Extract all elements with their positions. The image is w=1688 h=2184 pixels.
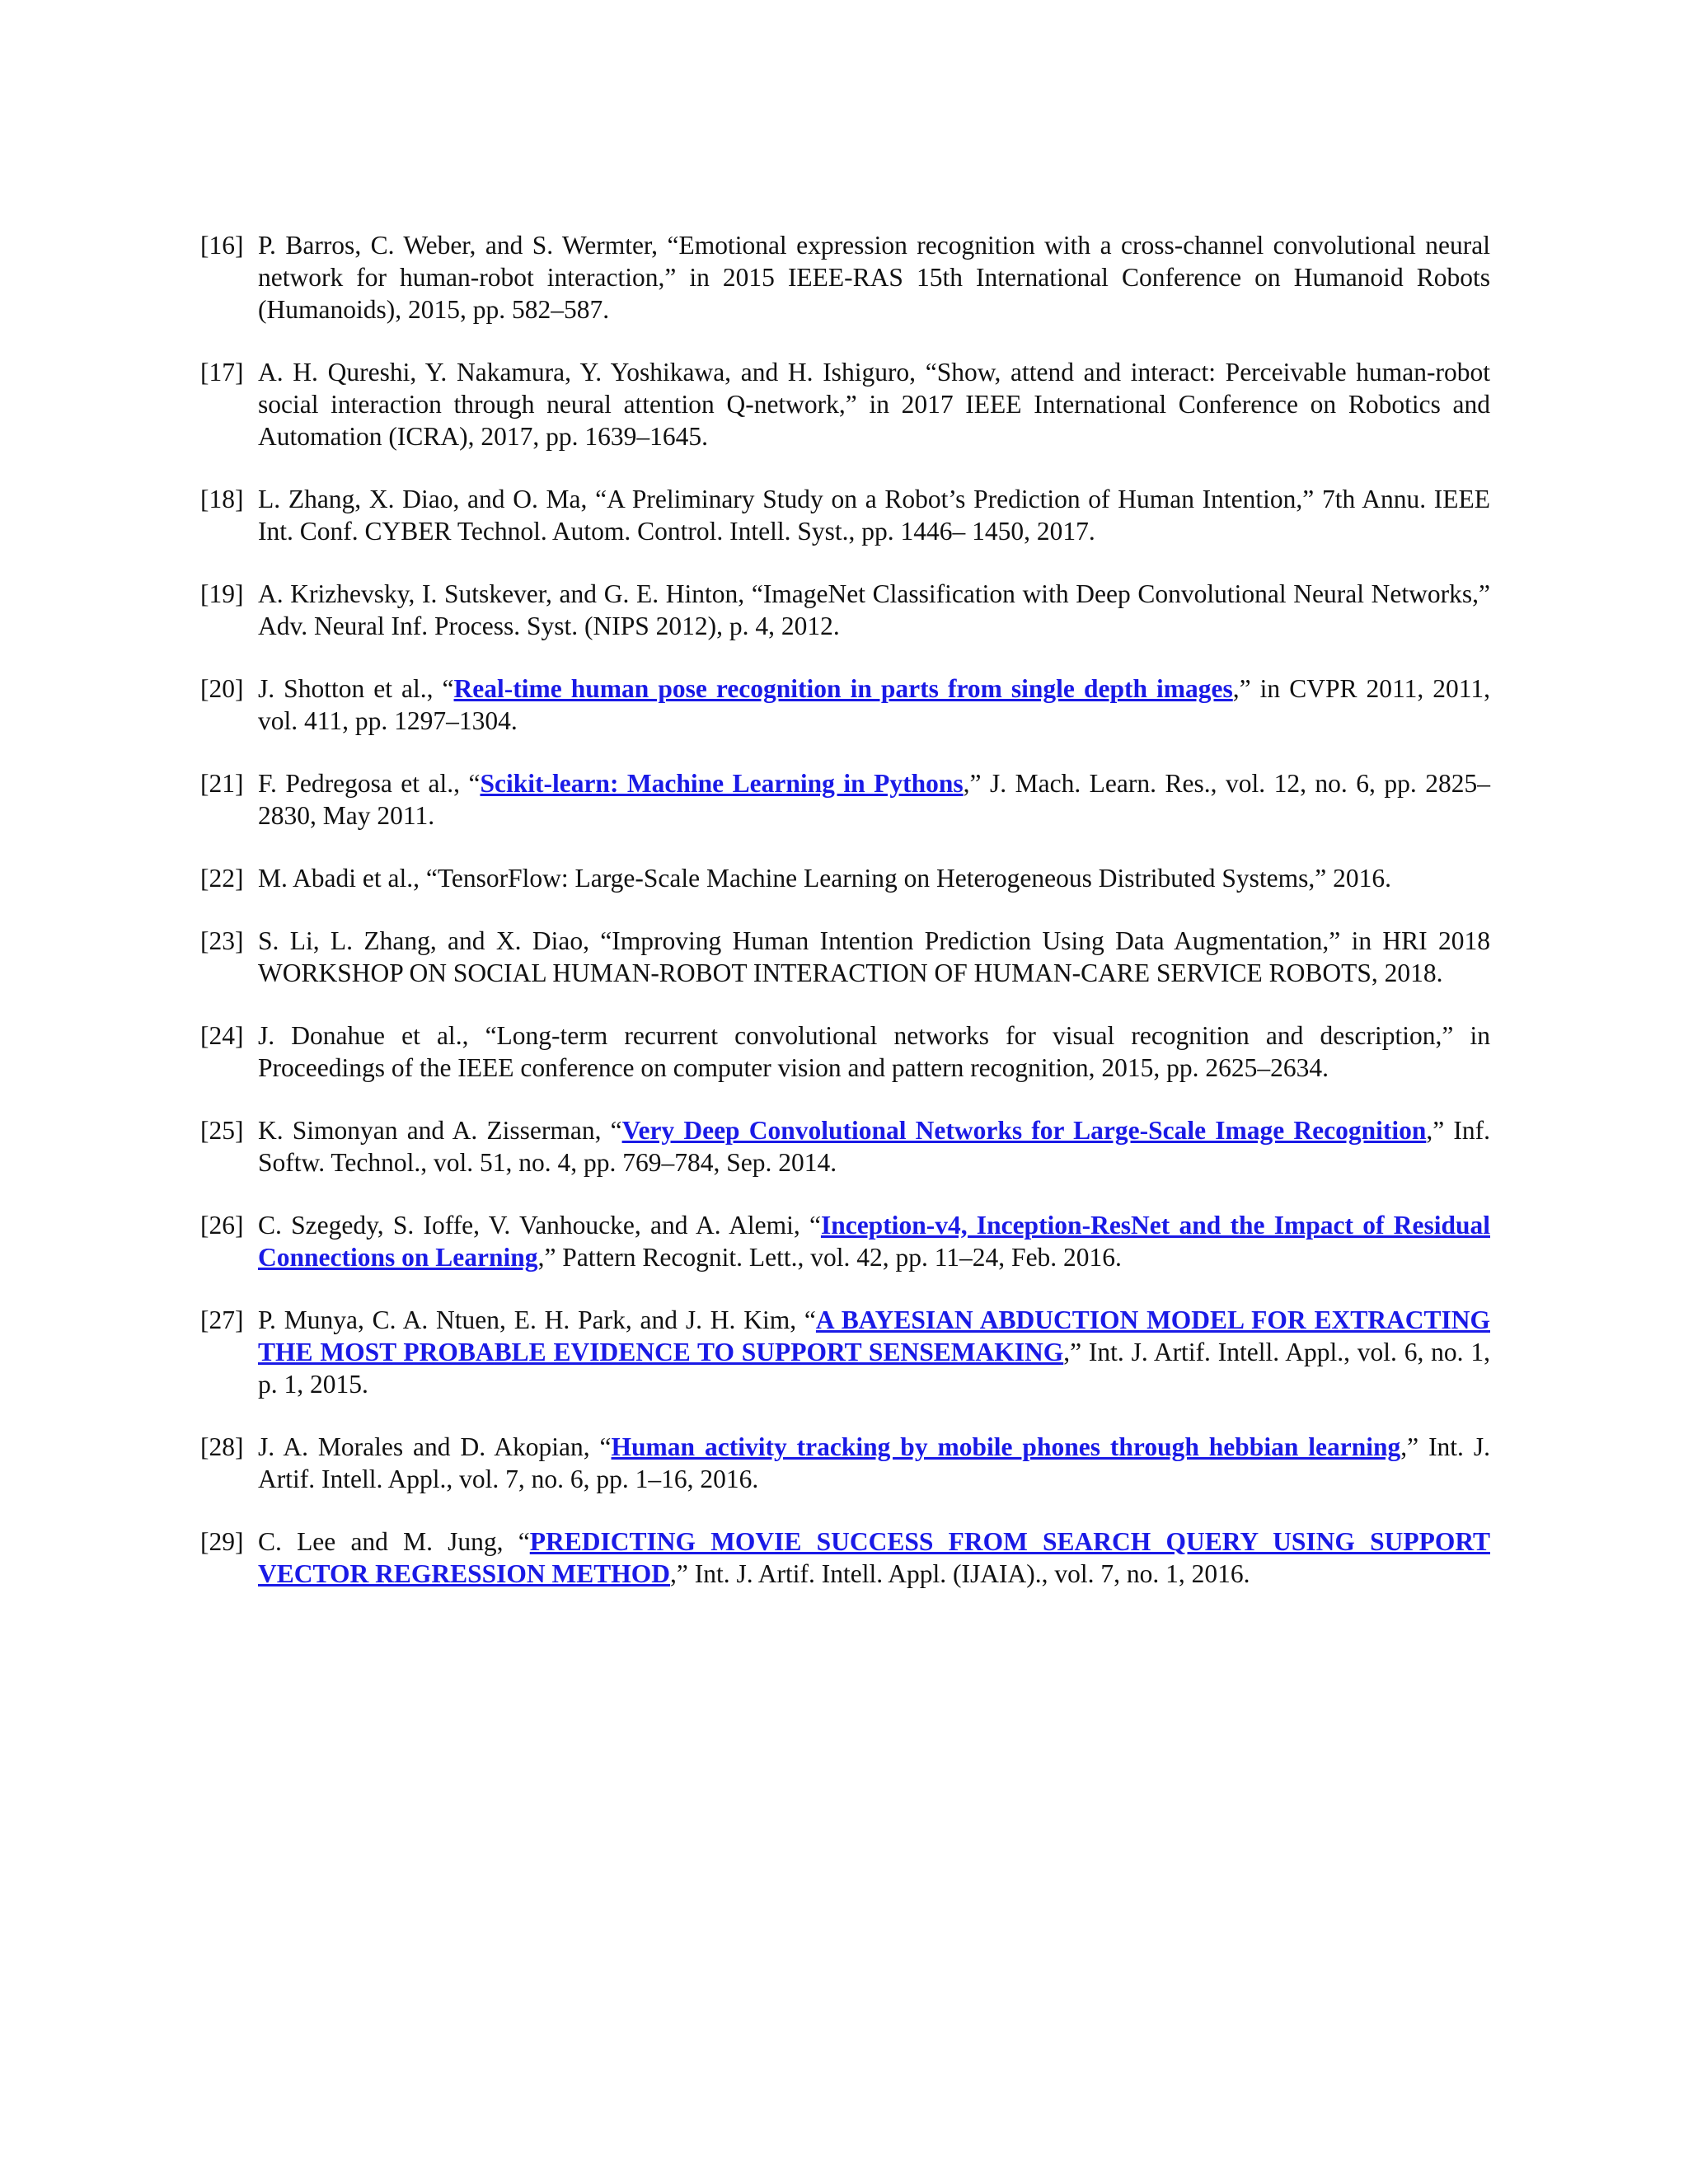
reference-text xyxy=(258,862,1490,894)
reference-text xyxy=(258,229,1490,326)
reference-number: [21] xyxy=(200,769,244,798)
reference-text-pre: C. Lee and M. Jung, “ xyxy=(258,1527,530,1556)
reference-number: [24] xyxy=(200,1021,244,1050)
reference-text-pre: J. Shotton et al., “ xyxy=(258,674,454,703)
reference-text xyxy=(258,578,1490,642)
reference-text-pre: L. Zhang, X. Diao, and O. Ma, “A Preliminary Study on a Robot’s Prediction of Human Intention,” 7th Annu. IEEE Int. Conf. CYBER Technol. Autom. Control. Intell. Syst., pp. 1446– 1450, 2017. xyxy=(258,485,1490,546)
reference-text-post: ,” in CVPR 2011, 2011, vol. 411, pp. 1297–1304. xyxy=(258,674,1490,735)
reference-number: [16] xyxy=(200,231,244,260)
reference-title-link[interactable]: Real-time human pose recognition in parts from single depth images xyxy=(453,674,1233,703)
reference-text-pre: A. H. Qureshi, Y. Nakamura, Y. Yoshikawa, and H. Ishiguro, “Show, attend and interact: Perceivable human-robot social interaction through neural attention Q-network,” in 2017 IEEE International Conference on Robotics and Automation (ICRA), 2017, pp. 1639–1645. xyxy=(258,358,1490,451)
reference-text-pre: C. Szegedy, S. Ioffe, V. Vanhoucke, and A. Alemi, “ xyxy=(258,1211,821,1240)
reference-entry xyxy=(200,1304,1490,1400)
reference-title-link[interactable]: PREDICTING MOVIE SUCCESS FROM SEARCH QUERY USING SUPPORT VECTOR REGRESSION METHOD xyxy=(258,1527,1490,1588)
reference-number: [20] xyxy=(200,674,244,703)
reference-entry xyxy=(200,356,1490,452)
reference-text-pre: K. Simonyan and A. Zisserman, “ xyxy=(258,1116,622,1145)
reference-text-post: ,” J. Mach. Learn. Res., vol. 12, no. 6, pp. 2825–2830, May 2011. xyxy=(258,769,1490,830)
reference-entry xyxy=(200,767,1490,832)
reference-entry xyxy=(200,1526,1490,1590)
reference-entry xyxy=(200,1431,1490,1495)
reference-text xyxy=(258,1209,1490,1273)
reference-entry xyxy=(200,862,1490,894)
reference-entry xyxy=(200,1209,1490,1273)
reference-text xyxy=(258,1526,1490,1590)
reference-title-link[interactable]: Very Deep Convolutional Networks for Large-Scale Image Recognition xyxy=(621,1116,1427,1145)
reference-number: [23] xyxy=(200,926,244,955)
reference-text-pre: P. Barros, C. Weber, and S. Wermter, “Emotional expression recognition with a cross-channel convolutional neural network for human-robot interaction,” in 2015 IEEE-RAS 15th International Conference on Humanoid Robots (Humanoids), 2015, pp. 582–587. xyxy=(258,231,1490,324)
reference-number: [18] xyxy=(200,485,244,513)
reference-number: [22] xyxy=(200,864,244,893)
reference-text-pre: F. Pedregosa et al., “ xyxy=(258,769,481,798)
reference-entry xyxy=(200,673,1490,737)
reference-title-link[interactable]: Inception-v4, Inception-ResNet and the Impact of Residual Connections on Learning xyxy=(258,1211,1490,1272)
reference-text xyxy=(258,1304,1490,1400)
reference-text-post: ,” Pattern Recognit. Lett., vol. 42, pp. 11–24, Feb. 2016. xyxy=(537,1243,1122,1272)
reference-entry xyxy=(200,1019,1490,1084)
reference-text xyxy=(258,673,1490,737)
reference-text xyxy=(258,1114,1490,1179)
reference-title-link[interactable]: Human activity tracking by mobile phones through hebbian learning xyxy=(611,1432,1401,1461)
reference-entry xyxy=(200,229,1490,326)
reference-text-pre: J. Donahue et al., “Long-term recurrent convolutional networks for visual recognition and description,” in Proceedings of the IEEE conference on computer vision and pattern recognition, 2015, pp. 2625–2634. xyxy=(258,1021,1490,1082)
reference-text-pre: J. A. Morales and D. Akopian, “ xyxy=(258,1432,612,1461)
reference-entry xyxy=(200,925,1490,989)
reference-text-pre: S. Li, L. Zhang, and X. Diao, “Improving Human Intention Prediction Using Data Augmentation,” in HRI 2018 WORKSHOP ON SOCIAL HUMAN-ROBOT INTERACTION OF HUMAN-CARE SERVICE ROBOTS, 2018. xyxy=(258,926,1490,987)
reference-number: [17] xyxy=(200,358,244,387)
reference-text xyxy=(258,1431,1490,1495)
reference-text-post: ,” Inf. Softw. Technol., vol. 51, no. 4, pp. 769–784, Sep. 2014. xyxy=(258,1116,1490,1177)
reference-entry xyxy=(200,483,1490,547)
reference-text xyxy=(258,483,1490,547)
reference-number: [27] xyxy=(200,1305,244,1334)
reference-entry xyxy=(200,578,1490,642)
reference-number: [25] xyxy=(200,1116,244,1145)
reference-number: [29] xyxy=(200,1527,244,1556)
reference-text xyxy=(258,925,1490,989)
reference-text xyxy=(258,356,1490,452)
reference-text xyxy=(258,1019,1490,1084)
reference-number: [28] xyxy=(200,1432,244,1461)
reference-text-post: ,” Int. J. Artif. Intell. Appl. (IJAIA)., vol. 7, no. 1, 2016. xyxy=(670,1559,1250,1588)
reference-text-post: ,” Int. J. Artif. Intell. Appl., vol. 6, no. 1, p. 1, 2015. xyxy=(258,1338,1490,1399)
reference-title-link[interactable]: Scikit-learn: Machine Learning in Pythons xyxy=(480,769,964,798)
reference-number: [26] xyxy=(200,1211,244,1240)
reference-number: [19] xyxy=(200,579,244,608)
reference-title-link[interactable]: A BAYESIAN ABDUCTION MODEL FOR EXTRACTING THE MOST PROBABLE EVIDENCE TO SUPPORT SENSEMAKING xyxy=(258,1305,1490,1366)
reference-text-pre: P. Munya, C. A. Ntuen, E. H. Park, and J. H. Kim, “ xyxy=(258,1305,816,1334)
reference-text-pre: A. Krizhevsky, I. Sutskever, and G. E. Hinton, “ImageNet Classification with Deep Convolutional Neural Networks,” Adv. Neural Inf. Process. Syst. (NIPS 2012), p. 4, 2012. xyxy=(258,579,1490,640)
reference-list xyxy=(200,229,1490,1620)
reference-text-pre: M. Abadi et al., “TensorFlow: Large-Scale Machine Learning on Heterogeneous Distributed Systems,” 2016. xyxy=(258,864,1392,893)
reference-entry xyxy=(200,1114,1490,1179)
reference-text xyxy=(258,767,1490,832)
reference-text-post: ,” Int. J. Artif. Intell. Appl., vol. 7, no. 6, pp. 1–16, 2016. xyxy=(258,1432,1490,1493)
